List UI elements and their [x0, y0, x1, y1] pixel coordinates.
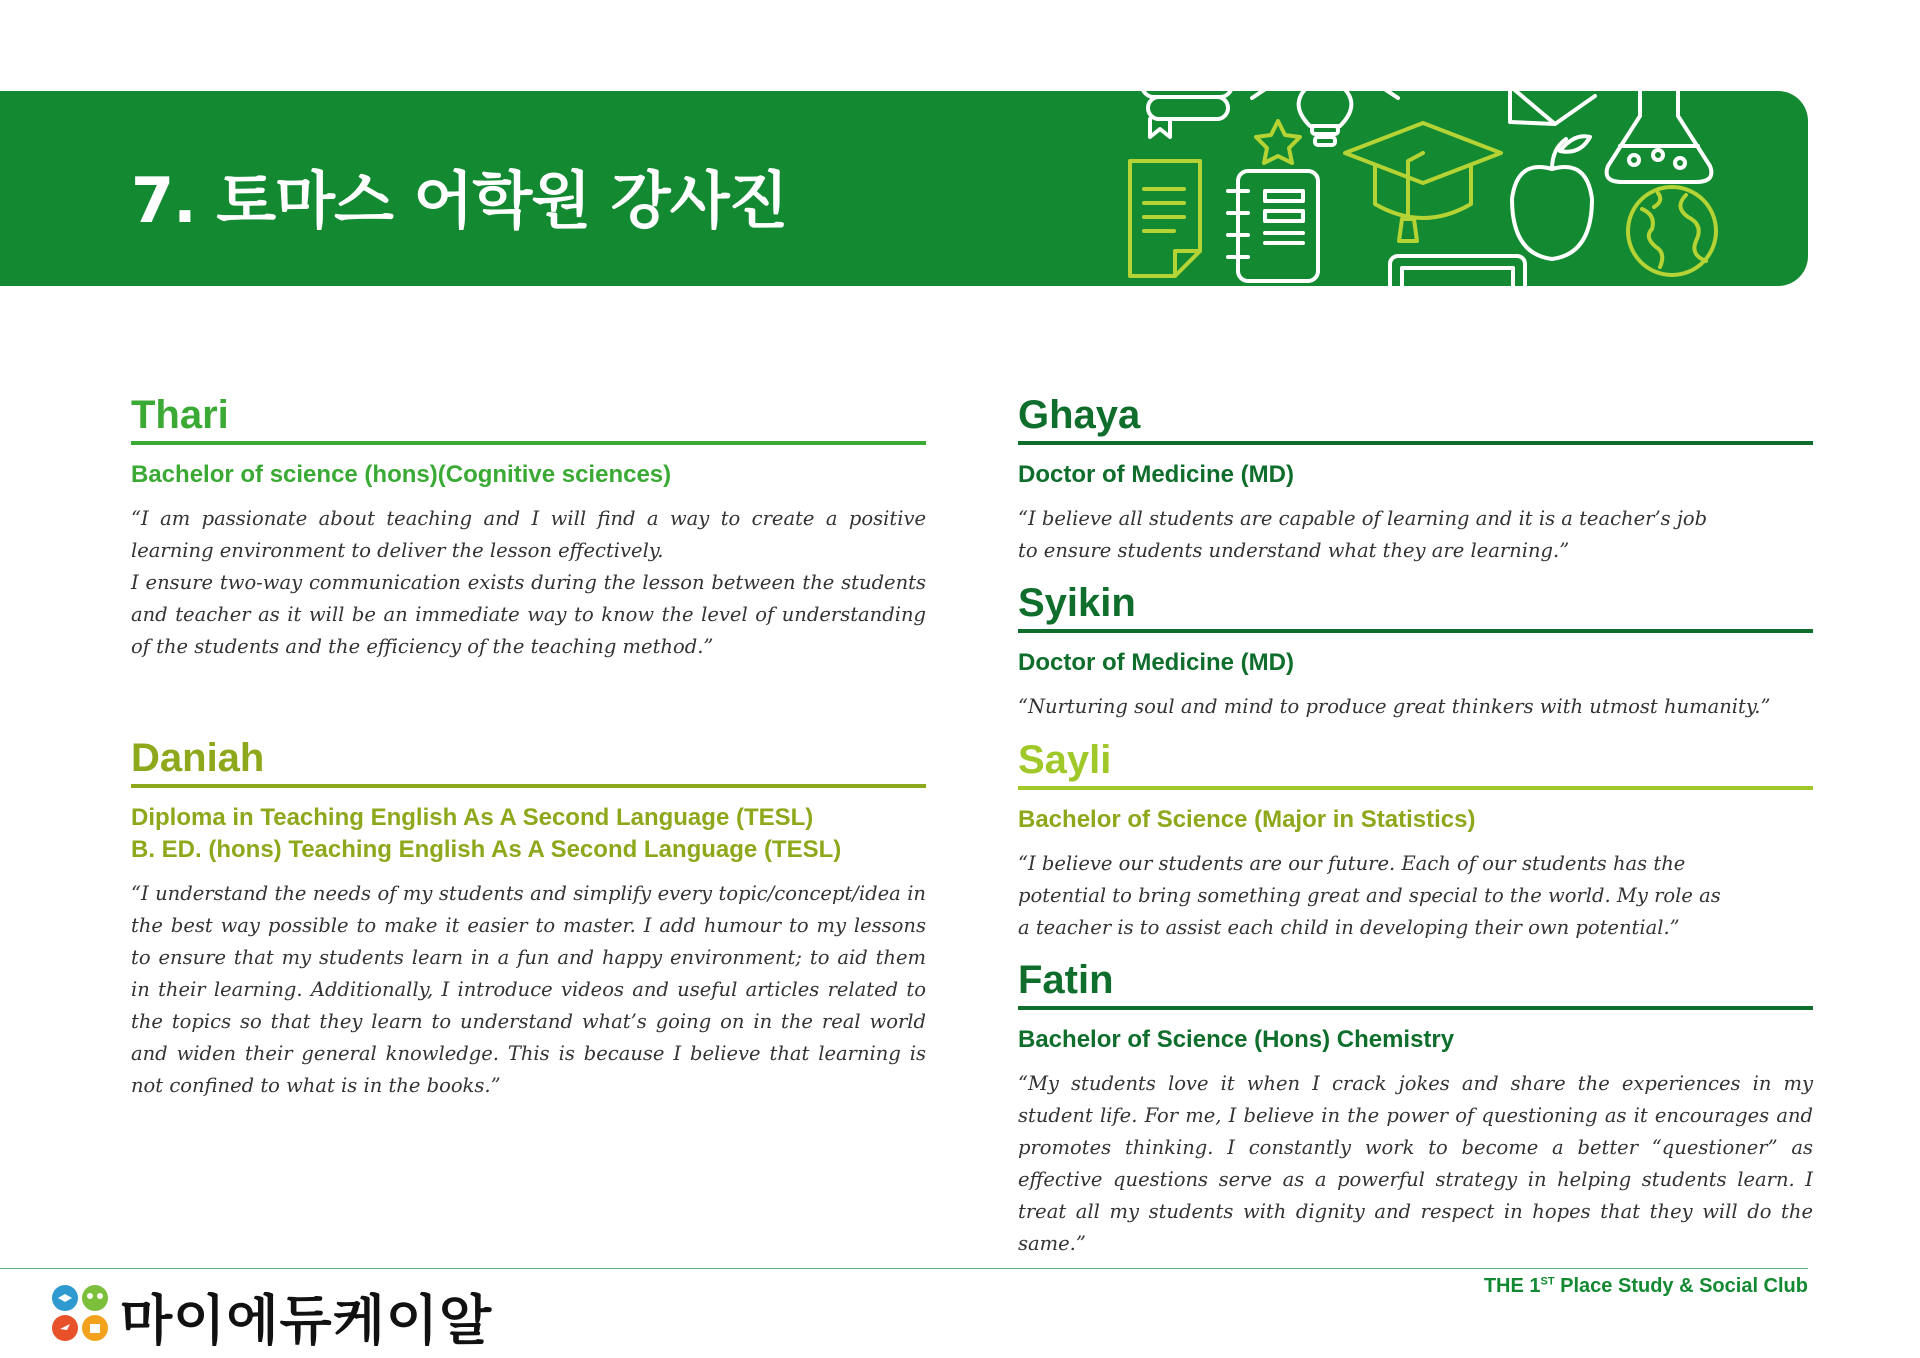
profile-name: Thari	[131, 393, 229, 437]
star-icon	[1256, 121, 1300, 163]
profile-quote: “I am passionate about teaching and I will find a way to create a positive learning environment to deliver the lesson effectively. I ensure two-way communication exists during the lesson between the students and teacher as it will be an immediate way to know the level of understanding of the students and the efficiency of the teaching method.”	[131, 507, 926, 658]
profile-divider	[1018, 1006, 1813, 1010]
profile-divider	[131, 441, 926, 445]
profile-name: Daniah	[131, 736, 265, 780]
profile-degree: Doctor of Medicine (MD)	[1018, 649, 1294, 676]
profile-degree: Bachelor of Science (Hons) Chemistry	[1018, 1026, 1455, 1053]
brand-logo-icon	[50, 1283, 110, 1343]
footer-tagline	[1484, 1275, 1808, 1298]
tagline-superscript: ST	[1540, 1275, 1555, 1288]
profile-name: Syikin	[1018, 581, 1136, 625]
profile-degree: Doctor of Medicine (MD)	[1018, 461, 1294, 488]
globe-icon	[1628, 187, 1716, 275]
profile-name: Ghaya	[1018, 393, 1141, 437]
profile-degree: Bachelor of Science (Major in Statistics)	[1018, 806, 1476, 833]
profile-quote: “My students love it when I crack jokes and share the experiences in my student life. For me, I believe in the power of questioning as it encourages and promotes thinking. I constantly work to become a better “questioner” as effective questions serve as a powerful strategy in helping students learn. I treat all my students with dignity and respect in hopes that they will do the same.”	[1018, 1072, 1813, 1255]
profile-thari	[131, 395, 926, 663]
profile-sayli	[1018, 740, 1813, 944]
graduation-cap-icon	[1345, 123, 1501, 241]
flask-icon	[1607, 91, 1712, 182]
profile-name: Fatin	[1018, 958, 1114, 1002]
profile-quote: “I understand the needs of my students and simplify every topic/concept/idea in the best way possible to make it easier to master. I add humour to my lessons to ensure that my students learn in a fun and happy environment; to aid them in their learning. Additionally, I introduce videos and useful articles related to the topics so that they learn to understand what’s going on in the real world and widen their general knowledge. This is because I believe that learning is not confined to what is in the books.”	[131, 882, 926, 1097]
profile-syikin	[1018, 583, 1813, 723]
pencil-icon	[1510, 91, 1595, 124]
notebook-icon	[1228, 171, 1318, 281]
profile-degree: Diploma in Teaching English As A Second Language (TESL)	[131, 804, 814, 831]
profile-name: Sayli	[1018, 738, 1112, 782]
education-icons-illustration	[1120, 91, 1808, 286]
profile-daniah	[131, 738, 926, 1102]
books-icon	[1142, 91, 1232, 137]
light-bulb-icon	[1252, 91, 1398, 145]
page-title: 7. 토마스 어학원 강사진	[131, 164, 788, 237]
footer-divider	[0, 1268, 1808, 1269]
profile-quote: “I believe our students are our future. Each of our students has the potential to bring something great and special to the world. My role as a teacher is to assist each child in developing their own potential.”	[1018, 852, 1721, 939]
profile-fatin	[1018, 960, 1813, 1260]
profile-divider	[131, 784, 926, 788]
profile-degree: Bachelor of science (hons)(Cognitive sciences)	[131, 461, 672, 488]
profile-divider	[1018, 786, 1813, 790]
profile-quote: “I believe all students are capable of learning and it is a teacher’s job to ensure students understand what they are learning.”	[1018, 507, 1708, 562]
profile-divider	[1018, 629, 1813, 633]
apple-icon	[1512, 136, 1592, 259]
header-banner	[0, 91, 1808, 286]
profile-degree: B. ED. (hons) Teaching English As A Second Language (TESL)	[131, 836, 842, 863]
profile-divider	[1018, 441, 1813, 445]
profile-ghaya	[1018, 395, 1813, 567]
tagline-prefix: THE 1	[1483, 1275, 1541, 1297]
tagline-suffix: Place Study & Social Club	[1554, 1275, 1808, 1297]
profile-quote: “Nurturing soul and mind to produce great thinkers with utmost humanity.”	[1018, 695, 1771, 718]
tablet-icon	[1390, 256, 1525, 286]
document-icon	[1130, 161, 1200, 276]
brand-logo-text: 마이에듀케이알	[120, 1289, 493, 1352]
